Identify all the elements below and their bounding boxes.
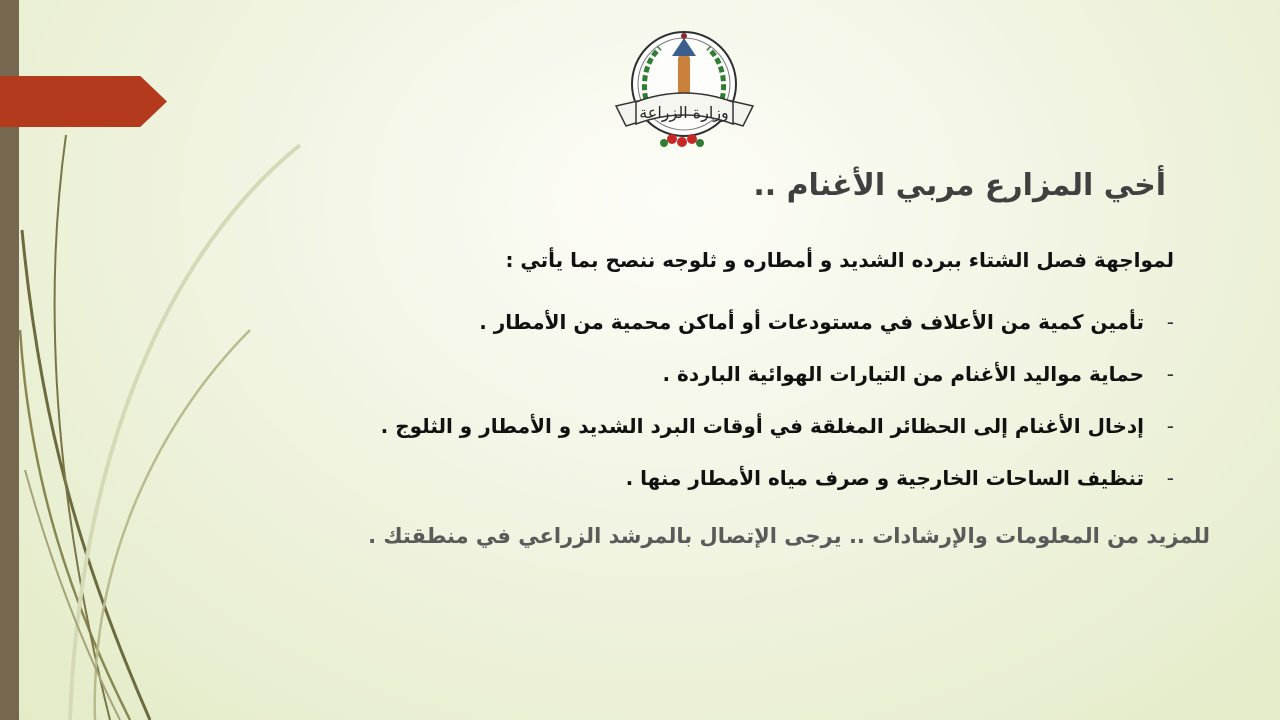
bullet-text: إدخال الأغنام إلى الحظائر المغلقة في أوقات البرد الشديد و الأمطار و الثلوج . [380,414,1144,438]
ministry-logo [612,24,757,152]
list-item [381,348,1174,400]
bullet-text: حماية مواليد الأغنام من التيارات الهوائية الباردة . [662,362,1144,386]
intro-text: لمواجهة فصل الشتاء ببرده الشديد و أمطاره و ثلوجه ننصح بما يأتي : [505,248,1174,272]
bullet-dash: - [1166,466,1174,490]
bullet-text: تأمين كمية من الأعلاف في مستودعات أو أماكن محمية من الأمطار . [479,310,1144,334]
logo-text: وزارة الزراعة [639,103,729,122]
list-item [381,296,1174,348]
bullet-dash: - [1166,362,1174,386]
accent-arrow-tab [0,76,167,127]
advice-list [381,296,1174,504]
list-item [381,452,1174,504]
bullet-text: تنظيف الساحات الخارجية و صرف مياه الأمطار منها . [625,466,1144,490]
bullet-dash: - [1166,310,1174,334]
footer-contact-note: للمزيد من المعلومات والإرشادات .. يرجى الإتصال بالمرشد الزراعي في منطقتك . [368,524,1210,548]
slide-title: أخي المزارع مربي الأغنام .. [753,168,1166,203]
list-item [381,400,1174,452]
bullet-dash: - [1166,414,1174,438]
